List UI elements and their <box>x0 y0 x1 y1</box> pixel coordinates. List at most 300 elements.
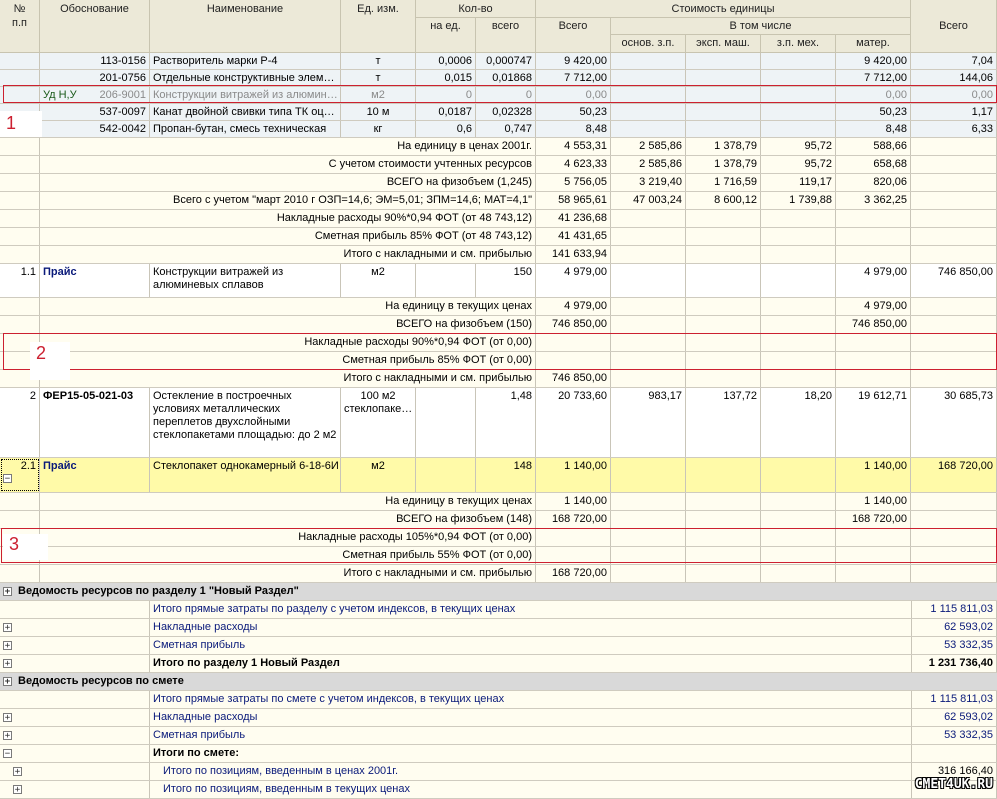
summary-row[interactable] <box>0 565 997 583</box>
resource-unit-cost[interactable]: 50,23 <box>536 104 611 120</box>
total-label: Итого по позициям, введенным в ценах 2001г. <box>163 765 399 777</box>
total-row[interactable] <box>0 637 997 655</box>
col-header-uc-total[interactable]: Всего <box>536 18 611 53</box>
summary-row[interactable] <box>0 529 997 547</box>
resource-materials[interactable]: 7 712,00 <box>836 70 911 86</box>
summary-label: Итого с накладными и см. прибылью <box>40 246 536 263</box>
resource-materials[interactable]: 0,00 <box>836 87 911 103</box>
summary-label: Итого с накладными и см. прибылью <box>40 370 536 387</box>
summary-row[interactable] <box>0 228 997 246</box>
position-basis[interactable]: Прайс <box>40 264 150 297</box>
summary-row[interactable] <box>0 511 997 529</box>
row-num-cell <box>0 246 40 263</box>
empty-cell <box>611 87 686 103</box>
resource-unit-cost[interactable]: 8,48 <box>536 121 611 137</box>
resource-name[interactable]: Канат двойной свивки типа ТК оц… <box>150 104 341 120</box>
empty-cell <box>911 192 997 209</box>
total-row[interactable] <box>0 781 997 799</box>
resource-unit-cost[interactable]: 7 712,00 <box>536 70 611 86</box>
empty-cell <box>686 511 761 528</box>
empty-cell <box>911 370 997 387</box>
expander-cell <box>0 691 150 708</box>
summary-machines: 1 378,79 <box>686 156 761 173</box>
summary-wage: 3 219,40 <box>611 174 686 191</box>
position-unit[interactable]: 100 м2 стеклопаке… <box>341 388 416 457</box>
summary-total: 746 850,00 <box>536 370 611 387</box>
expand-icon[interactable]: + <box>4 640 11 651</box>
empty-cell <box>761 298 836 315</box>
basis-cell[interactable] <box>40 121 150 137</box>
expand-icon[interactable]: + <box>14 766 21 777</box>
resource-name[interactable]: Пропан-бутан, смесь техническая <box>150 121 341 137</box>
summary-total: 41 236,68 <box>536 210 611 227</box>
collapse-icon[interactable]: − <box>4 473 11 484</box>
expand-icon[interactable]: + <box>4 676 11 687</box>
resource-unit-cost[interactable]: 0,00 <box>536 87 611 103</box>
row-num-cell <box>0 565 40 582</box>
summary-materials: 658,68 <box>836 156 911 173</box>
total-label: Итоги по смете: <box>153 747 240 759</box>
total-row[interactable] <box>0 655 997 673</box>
col-header-qty: Кол-во <box>416 0 536 18</box>
resource-row[interactable] <box>0 104 997 121</box>
total-label: Накладные расходы <box>153 621 258 633</box>
summary-materials: 4 979,00 <box>836 298 911 315</box>
empty-cell <box>611 316 686 333</box>
summary-wage <box>611 246 686 263</box>
empty-cell <box>611 370 686 387</box>
summary-materials: 820,06 <box>836 174 911 191</box>
summary-mech-wage: 95,72 <box>761 156 836 173</box>
summary-total: 5 756,05 <box>536 174 611 191</box>
total-value: 1 115 811,03 <box>911 691 997 708</box>
col-header-mech-wage[interactable]: з.п. мех. <box>761 35 836 53</box>
col-header-materials[interactable]: матер. <box>836 35 911 53</box>
summary-materials <box>836 334 911 351</box>
expander-cell[interactable] <box>0 709 150 726</box>
resource-sum[interactable]: 7,04 <box>911 53 997 69</box>
empty-cell <box>611 352 686 369</box>
summary-total: 41 431,65 <box>536 228 611 245</box>
expander-cell[interactable] <box>0 745 150 762</box>
total-value: 1 231 736,40 <box>911 655 997 672</box>
summary-row[interactable] <box>0 156 997 174</box>
basis-cell[interactable] <box>40 104 150 120</box>
position-machines[interactable]: 137,72 <box>686 388 761 457</box>
expand-icon[interactable]: + <box>4 622 11 633</box>
summary-row[interactable] <box>0 370 997 388</box>
empty-cell <box>686 493 761 510</box>
summary-total: 4 979,00 <box>536 298 611 315</box>
empty-cell <box>686 87 761 103</box>
position-materials[interactable]: 4 979,00 <box>836 264 911 297</box>
total-value: 1 115 811,03 <box>911 601 997 618</box>
row-num-cell <box>0 70 40 86</box>
empty-cell <box>761 121 836 137</box>
total-label: Накладные расходы <box>153 711 258 723</box>
resource-unit[interactable]: м2 <box>341 87 416 103</box>
empty-cell <box>911 174 997 191</box>
expander-cell <box>0 601 150 618</box>
empty-cell <box>761 264 836 297</box>
summary-mech-wage <box>761 228 836 245</box>
total-value: 53 332,35 <box>911 637 997 654</box>
resource-row[interactable] <box>0 121 997 138</box>
total-row[interactable] <box>0 619 997 637</box>
expander-cell[interactable] <box>0 637 150 654</box>
summary-label: На единицу в текущих ценах <box>40 298 536 315</box>
resource-qty-total[interactable]: 0,000747 <box>476 53 536 69</box>
col-header-basis[interactable]: Обоснование <box>40 0 150 53</box>
summary-row[interactable] <box>0 352 997 370</box>
col-header-wage[interactable]: основ. з.п. <box>611 35 686 53</box>
total-label: Итого по позициям, введенным в текущих ценах <box>163 783 410 795</box>
empty-cell <box>686 121 761 137</box>
resource-name[interactable]: Конструкции витражей из алюмин… <box>150 87 341 103</box>
section-title-cell[interactable] <box>0 583 997 600</box>
empty-cell <box>686 352 761 369</box>
summary-total <box>536 547 611 564</box>
position-unit-cost[interactable]: 20 733,60 <box>536 388 611 457</box>
summary-materials <box>836 246 911 263</box>
position-name[interactable]: Стеклопакет однокамерный 6-18-6И <box>150 458 341 492</box>
expand-icon[interactable]: + <box>4 712 11 723</box>
summary-wage: 47 003,24 <box>611 192 686 209</box>
resource-row[interactable] <box>0 87 997 104</box>
empty-cell <box>416 458 476 492</box>
position-row[interactable] <box>0 388 997 458</box>
resource-qty-per[interactable]: 0,015 <box>416 70 476 86</box>
summary-materials <box>836 547 911 564</box>
watermark: CMET4UK.RU <box>914 777 993 792</box>
summary-label: Сметная прибыль 85% ФОТ (от 0,00) <box>40 352 536 369</box>
empty-cell <box>911 228 997 245</box>
empty-cell <box>761 565 836 582</box>
summary-row[interactable] <box>0 334 997 352</box>
empty-cell <box>911 156 997 173</box>
basis-cell[interactable] <box>40 53 150 69</box>
summary-materials <box>836 228 911 245</box>
empty-cell <box>686 529 761 546</box>
resource-code: 206-9001 <box>99 89 146 101</box>
position-mech-wage[interactable]: 18,20 <box>761 388 836 457</box>
empty-cell <box>611 529 686 546</box>
empty-cell <box>911 138 997 155</box>
col-header-machines[interactable]: эксп. маш. <box>686 35 761 53</box>
empty-cell <box>686 370 761 387</box>
empty-cell <box>611 334 686 351</box>
summary-row[interactable] <box>0 298 997 316</box>
empty-cell <box>911 352 997 369</box>
empty-cell <box>611 511 686 528</box>
resource-qty-total[interactable]: 0,02328 <box>476 104 536 120</box>
summary-machines <box>686 210 761 227</box>
position-materials[interactable]: 1 140,00 <box>836 458 911 492</box>
resource-materials[interactable]: 9 420,00 <box>836 53 911 69</box>
position-name[interactable]: Остекление в построечных условиях металлических переплетов двухслойными стеклопакетами площадью: до 2 м2 <box>150 388 341 457</box>
summary-wage: 2 585,86 <box>611 138 686 155</box>
resource-materials[interactable]: 8,48 <box>836 121 911 137</box>
summary-total: 746 850,00 <box>536 316 611 333</box>
basis-cell[interactable] <box>40 87 150 103</box>
resource-materials[interactable]: 50,23 <box>836 104 911 120</box>
section-header[interactable] <box>0 583 997 601</box>
total-row[interactable] <box>0 745 997 763</box>
summary-mech-wage <box>761 210 836 227</box>
summary-label: Накладные расходы 90%*0,94 ФОТ (от 48 743,12) <box>40 210 536 227</box>
annotation-marker-2: 2 <box>30 342 70 380</box>
summary-total: 58 965,61 <box>536 192 611 209</box>
position-unit[interactable]: м2 <box>341 264 416 297</box>
summary-materials <box>836 565 911 582</box>
expander-cell[interactable] <box>0 727 150 744</box>
summary-wage <box>611 210 686 227</box>
col-header-unit[interactable]: Ед. изм. <box>341 0 416 53</box>
total-row[interactable] <box>0 763 997 781</box>
summary-label: ВСЕГО на физобъем (1,245) <box>40 174 536 191</box>
summary-row[interactable] <box>0 174 997 192</box>
resource-qty-total[interactable]: 0,01868 <box>476 70 536 86</box>
section-title-cell[interactable] <box>0 673 997 690</box>
resource-unit[interactable]: кг <box>341 121 416 137</box>
empty-cell <box>686 53 761 69</box>
total-label: Итого прямые затраты по разделу с учетом индексов, в текущих ценах <box>153 603 516 615</box>
empty-cell <box>761 493 836 510</box>
position-qty-total[interactable]: 1,48 <box>476 388 536 457</box>
empty-cell <box>611 458 686 492</box>
col-header-qty-per[interactable]: на ед. <box>416 18 476 53</box>
position-unit-cost[interactable]: 4 979,00 <box>536 264 611 297</box>
empty-cell <box>911 565 997 582</box>
basis-cell[interactable] <box>40 70 150 86</box>
total-value: 62 593,02 <box>911 709 997 726</box>
resource-sum[interactable]: 6,33 <box>911 121 997 137</box>
summary-materials: 746 850,00 <box>836 316 911 333</box>
empty-cell <box>611 70 686 86</box>
empty-cell <box>686 298 761 315</box>
summary-label: Итого с накладными и см. прибылью <box>40 565 536 582</box>
summary-row[interactable] <box>0 246 997 264</box>
empty-cell <box>686 334 761 351</box>
empty-cell <box>686 458 761 492</box>
summary-label: Всего с учетом "март 2010 г ОЗП=14,6; ЭМ=5,01; ЗПМ=14,6; МАТ=4,1" <box>40 192 536 209</box>
row-num-cell <box>0 192 40 209</box>
row-num-cell <box>0 298 40 315</box>
expand-icon[interactable]: + <box>4 658 11 669</box>
row-num-cell <box>0 138 40 155</box>
summary-label: Накладные расходы 105%*0,94 ФОТ (от 0,00) <box>40 529 536 546</box>
resource-code: 201-0756 <box>99 72 146 84</box>
empty-cell <box>911 210 997 227</box>
empty-cell <box>686 316 761 333</box>
empty-cell <box>761 458 836 492</box>
position-basis[interactable]: ФЕР15-05-021-03 <box>40 388 150 457</box>
summary-row[interactable] <box>0 547 997 565</box>
empty-cell <box>611 121 686 137</box>
resource-sum[interactable]: 144,06 <box>911 70 997 86</box>
empty-cell <box>911 246 997 263</box>
total-row[interactable] <box>0 727 997 745</box>
expander-cell[interactable] <box>0 619 150 636</box>
summary-row[interactable] <box>0 138 997 156</box>
total-row[interactable] <box>0 691 997 709</box>
empty-cell <box>761 334 836 351</box>
row-num-cell <box>0 511 40 528</box>
total-value: 53 332,35 <box>911 727 997 744</box>
expander-cell[interactable] <box>0 781 150 798</box>
summary-total <box>536 334 611 351</box>
col-header-name[interactable]: Наименование <box>150 0 341 53</box>
section-title: Ведомость ресурсов по разделу 1 "Новый Раздел" <box>18 585 299 597</box>
position-num[interactable]: 1.1 <box>0 264 40 297</box>
total-label: Итого по разделу 1 Новый Раздел <box>153 657 340 669</box>
total-label: Сметная прибыль <box>153 729 246 741</box>
resource-qty-per[interactable]: 0,0187 <box>416 104 476 120</box>
annotation-marker-1: 1 <box>0 111 42 137</box>
resource-code: 542-0042 <box>99 123 146 135</box>
col-header-grand-total[interactable]: Всего <box>911 0 997 53</box>
empty-cell <box>761 104 836 120</box>
position-qty-total[interactable]: 148 <box>476 458 536 492</box>
resource-unit[interactable]: т <box>341 53 416 69</box>
resource-unit-cost[interactable]: 9 420,00 <box>536 53 611 69</box>
summary-mech-wage: 95,72 <box>761 138 836 155</box>
position-name[interactable]: Конструкции витражей из алюминевых сплавов <box>150 264 341 297</box>
summary-row[interactable] <box>0 192 997 210</box>
summary-label: ВСЕГО на физобъем (150) <box>40 316 536 333</box>
summary-row[interactable] <box>0 316 997 334</box>
expand-icon[interactable]: + <box>14 784 21 795</box>
expander-cell[interactable] <box>0 655 150 672</box>
empty-cell <box>686 264 761 297</box>
expander-cell[interactable] <box>0 763 150 780</box>
summary-total: 168 720,00 <box>536 565 611 582</box>
empty-cell <box>686 565 761 582</box>
empty-cell <box>611 104 686 120</box>
empty-cell <box>911 529 997 546</box>
resource-qty-total[interactable]: 0 <box>476 87 536 103</box>
section-header[interactable] <box>0 673 997 691</box>
total-row[interactable] <box>0 601 997 619</box>
position-sum[interactable]: 746 850,00 <box>911 264 997 297</box>
summary-machines <box>686 228 761 245</box>
position-num[interactable] <box>0 458 40 492</box>
section-title: Ведомость ресурсов по смете <box>18 675 184 687</box>
summary-materials: 3 362,25 <box>836 192 911 209</box>
resource-qty-per[interactable]: 0,6 <box>416 121 476 137</box>
resource-unit[interactable]: 10 м <box>341 104 416 120</box>
summary-materials: 588,66 <box>836 138 911 155</box>
total-value: 316 166,40 <box>911 763 997 780</box>
summary-total <box>536 352 611 369</box>
position-row-selected[interactable] <box>0 458 997 493</box>
col-header-num[interactable] <box>0 0 40 53</box>
empty-cell <box>761 87 836 103</box>
empty-cell <box>761 53 836 69</box>
position-wage[interactable]: 983,17 <box>611 388 686 457</box>
empty-cell <box>416 388 476 457</box>
resource-flag: Уд Н,У <box>43 89 77 101</box>
summary-label: На единицу в ценах 2001г. <box>40 138 536 155</box>
empty-cell <box>761 70 836 86</box>
empty-cell <box>611 547 686 564</box>
col-header-qty-total[interactable]: всего <box>476 18 536 53</box>
resource-row[interactable] <box>0 53 997 70</box>
row-num-cell <box>0 316 40 333</box>
summary-machines: 1 716,59 <box>686 174 761 191</box>
position-num[interactable]: 2 <box>0 388 40 457</box>
empty-cell <box>611 53 686 69</box>
position-basis[interactable]: Прайс <box>40 458 150 492</box>
summary-mech-wage: 1 739,88 <box>761 192 836 209</box>
empty-cell <box>686 70 761 86</box>
expand-icon[interactable]: + <box>4 586 11 597</box>
empty-cell <box>761 511 836 528</box>
position-unit[interactable]: м2 <box>341 458 416 492</box>
resource-sum[interactable]: 0,00 <box>911 87 997 103</box>
row-num-cell <box>0 87 40 103</box>
summary-materials <box>836 529 911 546</box>
position-row[interactable] <box>0 264 997 298</box>
resource-sum[interactable]: 1,17 <box>911 104 997 120</box>
summary-total: 4 623,33 <box>536 156 611 173</box>
summary-label: Сметная прибыль 85% ФОТ (от 48 743,12) <box>40 228 536 245</box>
total-value <box>911 745 997 762</box>
summary-label: На единицу в текущих ценах <box>40 493 536 510</box>
empty-cell <box>911 511 997 528</box>
total-row[interactable] <box>0 709 997 727</box>
resource-code: 537-0097 <box>99 106 146 118</box>
collapse-icon[interactable]: − <box>4 748 11 759</box>
resource-qty-total[interactable]: 0,747 <box>476 121 536 137</box>
resource-name[interactable]: Отдельные конструктивные элем… <box>150 70 341 86</box>
total-value: 62 593,02 <box>911 619 997 636</box>
empty-cell <box>761 370 836 387</box>
resource-name[interactable]: Растворитель марки Р-4 <box>150 53 341 69</box>
summary-total: 168 720,00 <box>536 511 611 528</box>
row-num-cell <box>0 493 40 510</box>
empty-cell <box>911 298 997 315</box>
position-sum[interactable]: 168 720,00 <box>911 458 997 492</box>
summary-row[interactable] <box>0 493 997 511</box>
row-num-cell <box>0 53 40 69</box>
expand-icon[interactable]: + <box>4 730 11 741</box>
summary-materials <box>836 370 911 387</box>
position-materials[interactable]: 19 612,71 <box>836 388 911 457</box>
resource-qty-per[interactable]: 0,0006 <box>416 53 476 69</box>
empty-cell <box>761 547 836 564</box>
summary-materials: 168 720,00 <box>836 511 911 528</box>
summary-materials <box>836 352 911 369</box>
resource-unit[interactable]: т <box>341 70 416 86</box>
position-qty-total[interactable]: 150 <box>476 264 536 297</box>
empty-cell <box>611 264 686 297</box>
summary-wage: 2 585,86 <box>611 156 686 173</box>
position-unit-cost[interactable]: 1 140,00 <box>536 458 611 492</box>
summary-row[interactable] <box>0 210 997 228</box>
resource-code: 113-0156 <box>100 55 146 67</box>
resource-row[interactable] <box>0 70 997 87</box>
summary-label: Сметная прибыль 55% ФОТ (от 0,00) <box>40 547 536 564</box>
total-label: Итого прямые затраты по смете с учетом индексов, в текущих ценах <box>153 693 505 705</box>
position-num-text: 2.1 <box>20 460 36 472</box>
summary-materials: 1 140,00 <box>836 493 911 510</box>
empty-cell <box>761 352 836 369</box>
resource-qty-per[interactable]: 0 <box>416 87 476 103</box>
position-sum[interactable]: 30 685,73 <box>911 388 997 457</box>
row-num-cell <box>0 210 40 227</box>
summary-materials <box>836 210 911 227</box>
